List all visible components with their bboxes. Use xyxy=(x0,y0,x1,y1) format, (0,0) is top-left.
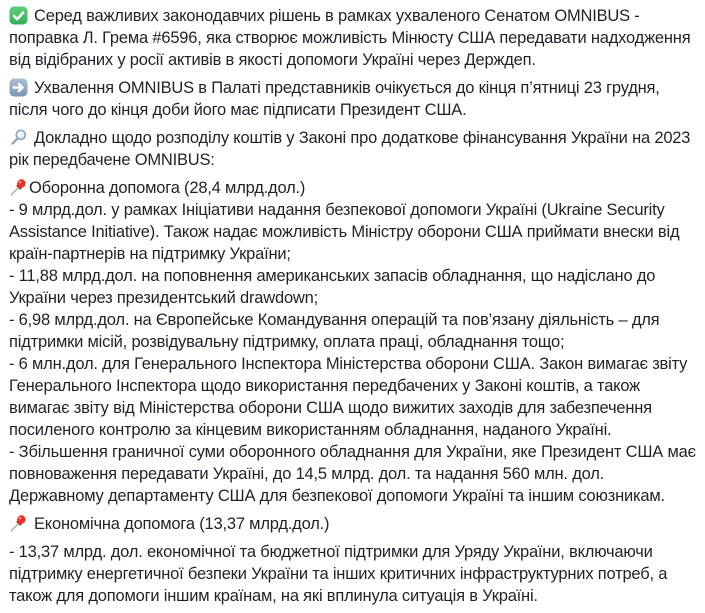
magnifier-icon xyxy=(9,128,28,147)
paragraph-text: - 13,37 млрд. дол. економічної та бюджетної підтримки для Уряду України, включаючи підтримку енергетичної безпеки України та інших критичних інфраструктурних потреб, а також для допомоги іншим країнам, на які вплинула ситуація в Україні. xyxy=(9,543,668,605)
paragraph xyxy=(9,177,696,507)
bullet-line: - 6,98 млрд.дол. на Європейське Командування операцій та пов’язану діяльність – для підтримки місій, розвідувальну підтримку, оплата праці, обладнання тощо; xyxy=(9,311,660,351)
check-icon xyxy=(9,6,28,25)
bullet-line: - Збільшення граничної суми оборонного обладнання для України, яке Президент США має повноваження передавати Україні, до 14,5 млрд. дол. та надання 560 млн. дол. Державному департаменту США для безпекової допомоги Україні та іншим союзникам. xyxy=(9,443,696,505)
paragraph xyxy=(9,127,696,171)
paragraph xyxy=(9,77,696,121)
bullet-line: - 6 млн.дол. для Генерального Інспектора Міністерства оборони США. Закон вимагає звіту Генерального Інспектора щодо використання передбачених у Законі коштів, а також вимагає звіту від Міністерства оборони США щодо вижитих заходів для забезпечення посиленого контролю за кінцевим використанням обладнання, наданого Україні. xyxy=(9,355,688,439)
paragraph xyxy=(9,5,696,71)
paragraph-text: Економічна допомога (13,37 млрд.дол.) xyxy=(34,515,330,533)
pin-icon xyxy=(9,178,28,197)
paragraph-text: Докладно щодо розподілу коштів у Законі про додаткове фінансування України на 2023 рік передбачене OMNIBUS: xyxy=(9,129,691,169)
paragraph-text: Оборонна допомога (28,4 млрд.дол.) xyxy=(29,179,306,197)
bullet-line: - 11,88 млрд.дол. на поповнення американських запасів обладнання, що надіслано до України через президентський drawdown; xyxy=(9,267,656,307)
bullet-line: - 9 млрд.дол. у рамках Ініціативи надання безпекової допомоги Україні (Ukraine Security Assistance Initiative). Також надає можливість Міністру оборони США приймати внески від країн-партнерів на підтримку України; xyxy=(9,201,680,263)
paragraph xyxy=(9,513,696,535)
paragraph xyxy=(9,541,696,607)
paragraph-text: Ухвалення OMNIBUS в Палаті представників очікується до кінця п’ятниці 23 грудня, після чого до кінця доби його має підписати Президент США. xyxy=(9,79,660,119)
paragraph-text: Серед важливих законодавчих рішень в рамках ухваленого Сенатом OMNIBUS - поправка Л. Грема #6596, яка створює можливість Мінюсту США передавати надходження від відібраних у росії активів в якості допомоги Україні через Держдеп. xyxy=(9,7,691,69)
pin-icon xyxy=(9,514,28,533)
arrow-right-icon xyxy=(9,78,28,97)
